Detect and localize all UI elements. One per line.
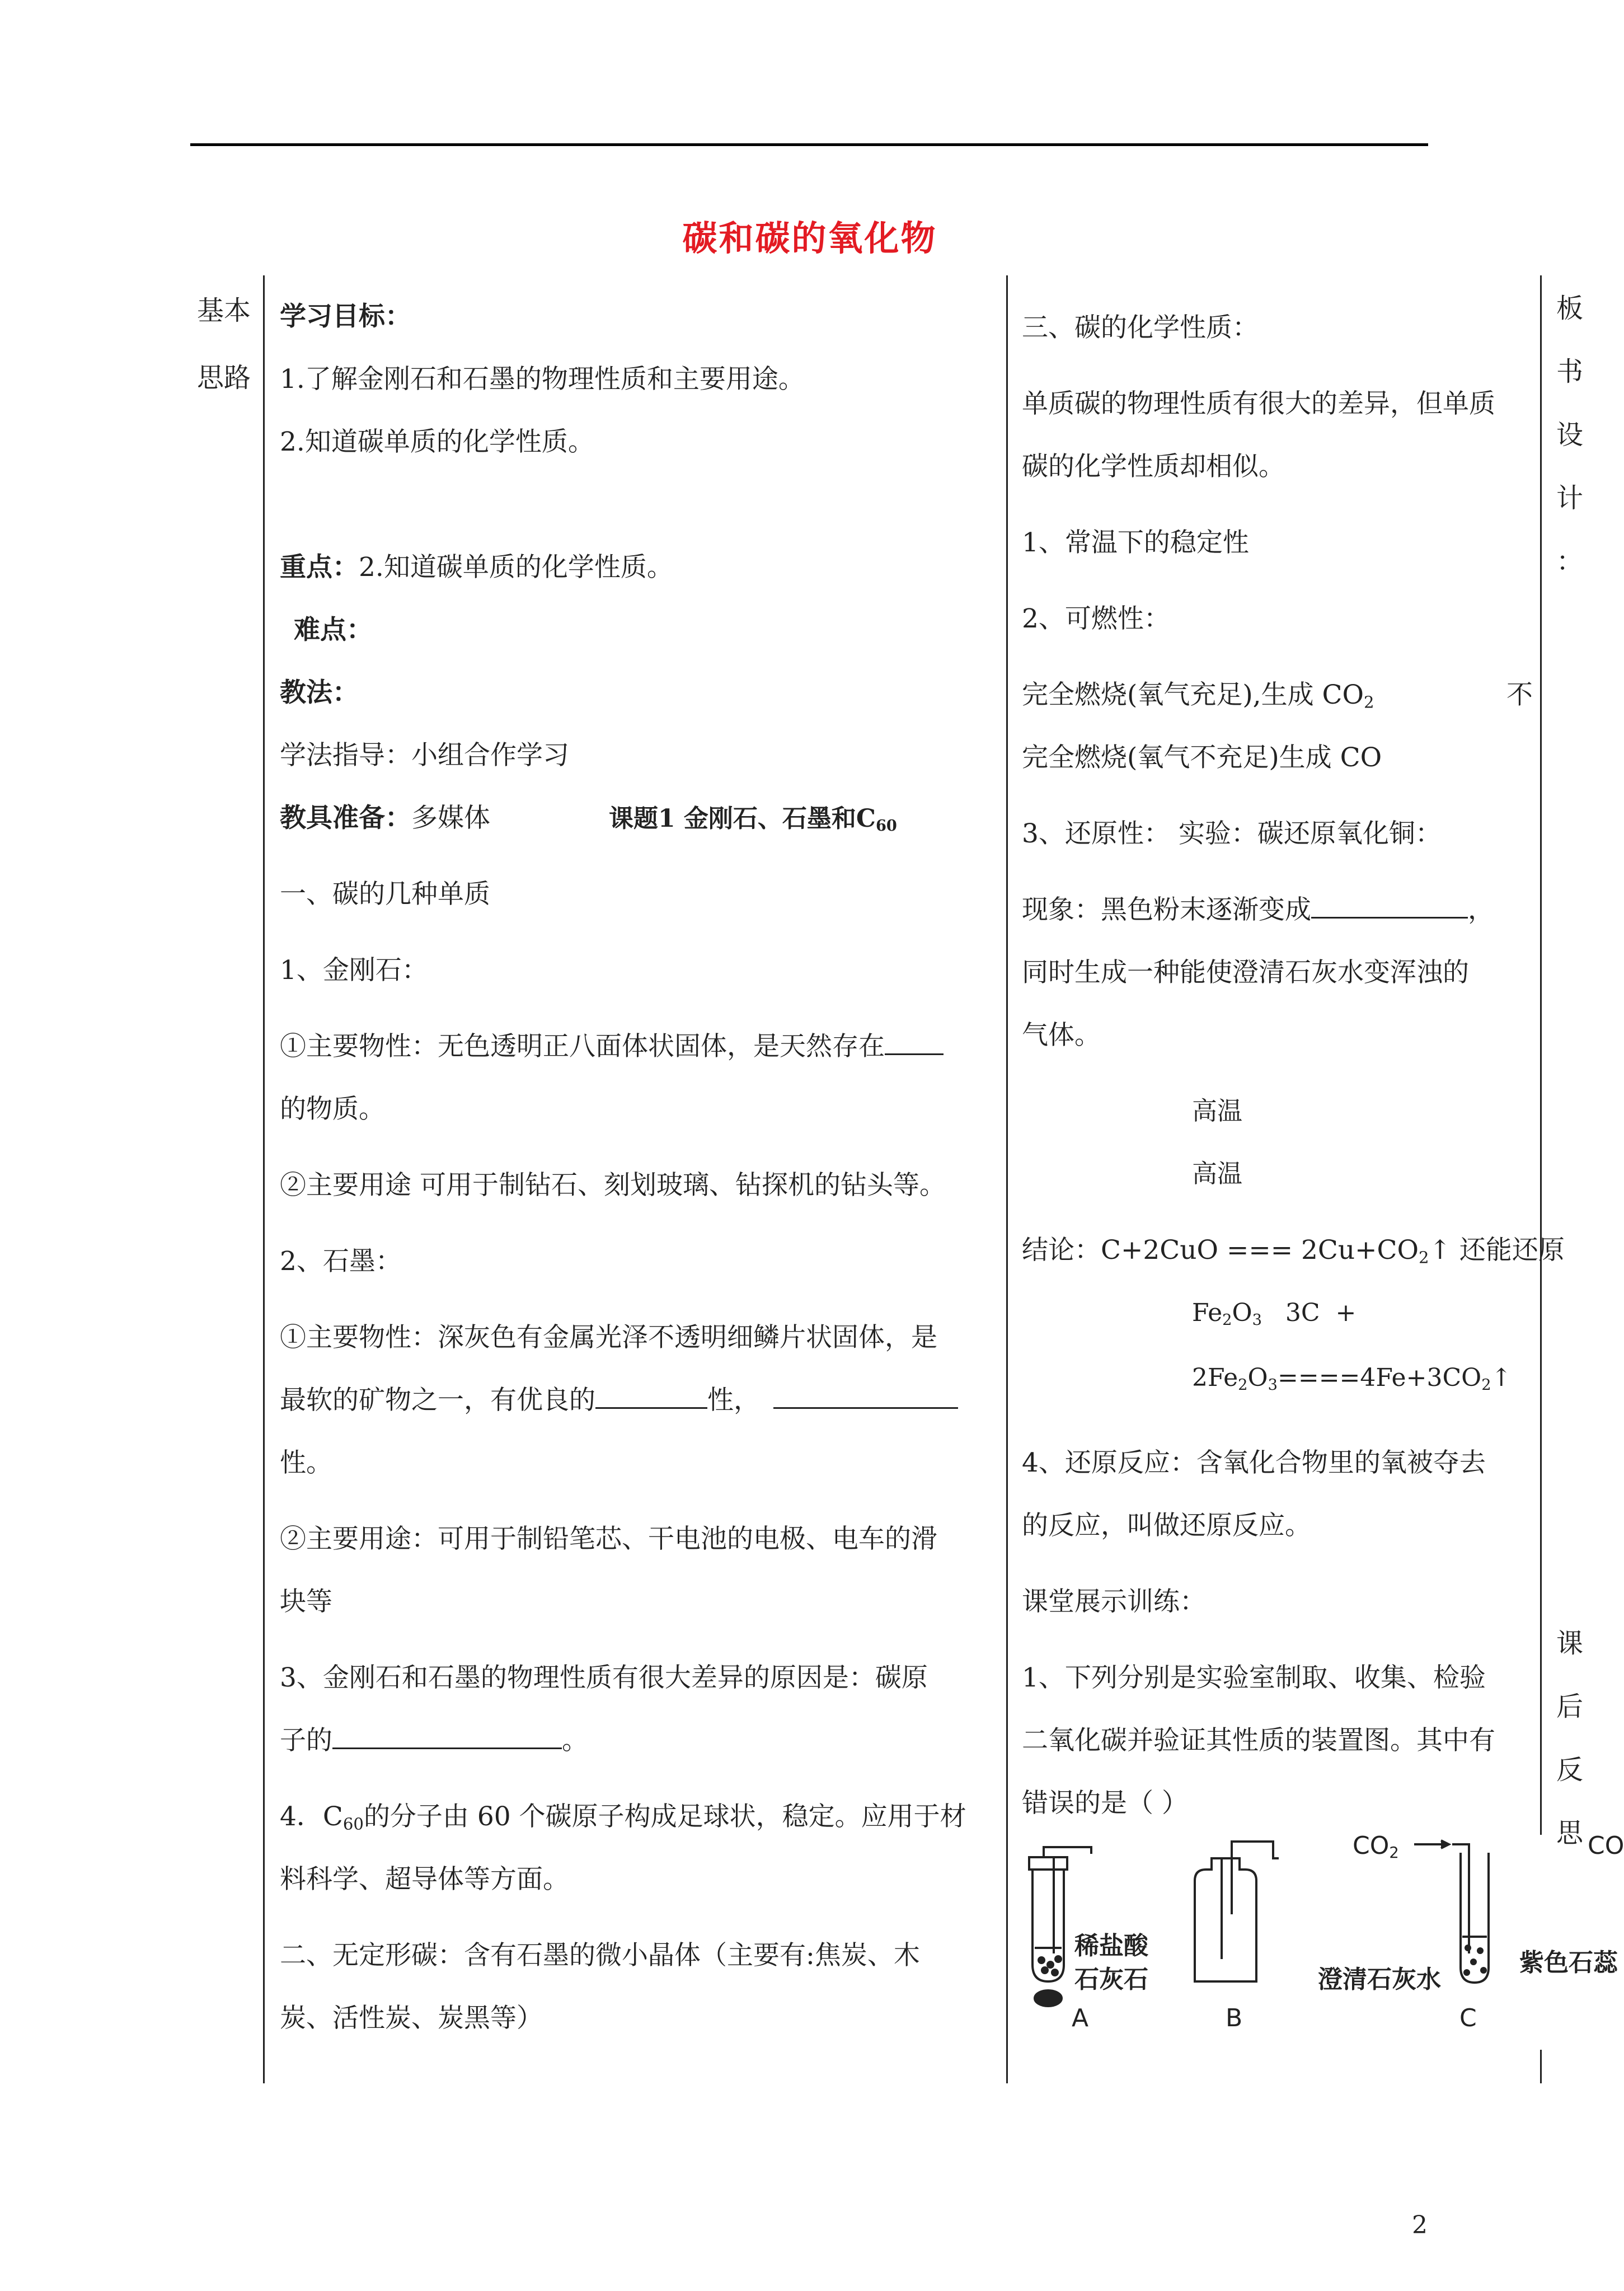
reflect-label-char: 思 bbox=[1556, 1817, 1583, 1849]
graphite-use-cont: 块等 bbox=[280, 1586, 332, 1617]
co2-sub: 2 bbox=[1389, 1844, 1399, 1862]
c60-text: 4．C bbox=[280, 1801, 343, 1832]
formula-sub: 2 bbox=[1481, 1376, 1491, 1394]
label-limewater: 澄清石灰水 bbox=[1318, 1965, 1441, 1994]
objective-2: 2.知道碳单质的化学性质。 bbox=[280, 427, 594, 457]
diamond-use: ②主要用途 可用于制钻石、刻划玻璃、钻探机的钻头等。 bbox=[280, 1170, 946, 1201]
left-label bbox=[190, 277, 257, 411]
label-co2-partial: CO bbox=[1588, 1831, 1624, 1860]
condition-high-temp: 高温 bbox=[1192, 1159, 1243, 1188]
complete-combustion bbox=[1022, 674, 1374, 711]
section-1-heading: 一、碳的几种单质 bbox=[280, 879, 490, 910]
reason-text: 子的 bbox=[280, 1725, 332, 1756]
combustion-text: 完全燃烧(氧气充足),生成 CO bbox=[1022, 680, 1364, 710]
conclusion-equation bbox=[1022, 1229, 1565, 1267]
graphite-property: ①主要物性：深灰色有金属光泽不透明细鳞片状固体，是 bbox=[280, 1322, 937, 1353]
formula-text: O bbox=[1247, 1364, 1268, 1392]
reducing-property: 3、还原性： 实验：碳还原氧化铜： bbox=[1022, 818, 1442, 849]
reason-text: 。 bbox=[562, 1725, 588, 1756]
key-label: 重点： bbox=[280, 552, 359, 583]
apparatus-figure bbox=[1010, 1831, 1624, 2049]
iron-oxide-line bbox=[1192, 1299, 1356, 1329]
answer-blank[interactable] bbox=[595, 1384, 707, 1409]
diamond-property-cont: 的物质。 bbox=[280, 1094, 385, 1125]
question-1-cont: 二氧化碳并验证其性质的装置图。其中有 bbox=[1022, 1725, 1495, 1756]
label-litmus-partial: 紫色石蕊 bbox=[1519, 1948, 1618, 1977]
reflect-label-char: 后 bbox=[1556, 1691, 1583, 1722]
reflect-label-char: 反 bbox=[1556, 1754, 1583, 1786]
section-3-heading: 三、碳的化学性质： bbox=[1022, 312, 1259, 343]
diamond-property-text: ①主要物性：无色透明正八面体状固体，是天然存在 bbox=[280, 1031, 885, 1062]
key-point bbox=[280, 546, 673, 584]
phenomenon-text: 现象：黑色粉末逐渐变成 bbox=[1022, 894, 1311, 925]
left-label-line: 思路 bbox=[196, 362, 251, 393]
formula-text: 3C + bbox=[1261, 1299, 1357, 1327]
phenomenon-text: ， bbox=[1468, 894, 1494, 925]
difference-reason-cont bbox=[280, 1720, 588, 1757]
question-1: 1、下列分别是实验室制取、收集、检验 bbox=[1022, 1662, 1486, 1693]
label-c: C bbox=[1459, 2004, 1477, 2032]
label-a: A bbox=[1072, 2004, 1089, 2032]
incomplete-combustion: 完全燃烧(氧气不充足)生成 CO bbox=[1022, 742, 1382, 773]
left-label-line: 基本 bbox=[196, 295, 251, 326]
formula-sub: 2 bbox=[1238, 1376, 1248, 1394]
page-title: 碳和碳的氧化物 bbox=[682, 218, 937, 259]
apparatus-b-drawing bbox=[1195, 1842, 1279, 1981]
question-1-end: 错误的是（ ） bbox=[1022, 1788, 1188, 1819]
label-limestone: 石灰石 bbox=[1074, 1965, 1148, 1994]
graphite-use: ②主要用途：可用于制铅笔芯、干电池的电极、电车的滑 bbox=[280, 1524, 937, 1554]
column-divider-2 bbox=[1006, 275, 1008, 2083]
c60-text: 的分子由 60 个碳原子构成足球状，稳定。应用于材 bbox=[363, 1801, 966, 1832]
formula-text: Fe bbox=[1192, 1299, 1223, 1327]
board-label-char: 书 bbox=[1556, 356, 1583, 387]
difficult-label: 难点： bbox=[294, 615, 373, 645]
prep-text: 多媒体 bbox=[411, 803, 490, 833]
objectives-heading: 学习目标： bbox=[280, 301, 411, 332]
answer-blank[interactable] bbox=[885, 1030, 944, 1055]
page-number: 2 bbox=[1412, 2211, 1428, 2240]
formula-sub: 3 bbox=[1268, 1376, 1278, 1394]
label-dilute-hcl: 稀盐酸 bbox=[1074, 1932, 1148, 1960]
reduction-reaction-cont: 的反应，叫做还原反应。 bbox=[1022, 1510, 1311, 1541]
graphite-property-end: 性。 bbox=[280, 1447, 332, 1478]
stability: 1、常温下的稳定性 bbox=[1022, 527, 1249, 558]
iron-oxide-equation bbox=[1192, 1364, 1512, 1394]
reflection-label bbox=[1545, 1612, 1595, 1849]
board-label-char: 板 bbox=[1556, 293, 1583, 324]
board-design-label bbox=[1545, 277, 1595, 593]
amorphous-carbon-cont: 炭、活性炭、炭黑等） bbox=[280, 2003, 543, 2034]
equation-text: 结论：C+2CuO === 2Cu+CO bbox=[1022, 1235, 1419, 1266]
column-divider-3 bbox=[1540, 275, 1542, 1835]
condition-high-temp: 高温 bbox=[1192, 1096, 1243, 1126]
equation-text: ↑ 还能还原 bbox=[1429, 1235, 1565, 1266]
phenomenon bbox=[1022, 889, 1494, 926]
diamond-heading: 1、金刚石： bbox=[280, 955, 428, 986]
answer-blank[interactable] bbox=[332, 1724, 562, 1749]
graphite-heading: 2、石墨： bbox=[280, 1246, 402, 1277]
header-rule bbox=[190, 143, 1428, 146]
combustion-sub: 2 bbox=[1364, 692, 1374, 712]
formula-sub: 3 bbox=[1252, 1311, 1262, 1329]
graphite-property-cont bbox=[280, 1379, 958, 1417]
combustion-tail: 不 bbox=[1506, 680, 1533, 710]
c60-description bbox=[280, 1796, 966, 1833]
column-divider-1 bbox=[263, 275, 265, 2083]
lesson-title bbox=[609, 798, 897, 835]
difference-reason: 3、金刚石和石墨的物理性质有很大差异的原因是：碳原 bbox=[280, 1662, 928, 1693]
graphite-property-text: 性， bbox=[707, 1385, 760, 1416]
objective-1: 1.了解金刚石和石墨的物理性质和主要用途。 bbox=[280, 364, 805, 395]
study-guide: 学法指导：小组合作学习 bbox=[280, 740, 569, 771]
combustibility: 2、可燃性： bbox=[1022, 603, 1170, 634]
phenomenon-cont: 同时生成一种能使澄清石灰水变浑浊的 bbox=[1022, 957, 1469, 988]
board-label-char: 设 bbox=[1556, 419, 1583, 451]
diamond-property bbox=[280, 1025, 944, 1063]
chem-intro-cont: 碳的化学性质却相似。 bbox=[1022, 451, 1285, 482]
c60-description-cont: 料科学、超导体等方面。 bbox=[280, 1864, 569, 1895]
prep-label: 教具准备： bbox=[280, 803, 411, 833]
reduction-reaction: 4、还原反应：含氧化合物里的氧被夺去 bbox=[1022, 1447, 1486, 1478]
reflect-label-char: 课 bbox=[1556, 1628, 1583, 1659]
answer-blank[interactable] bbox=[773, 1384, 958, 1409]
lesson-title-sub: 60 bbox=[875, 816, 897, 835]
phenomenon-end: 气体。 bbox=[1022, 1020, 1101, 1051]
label-b: B bbox=[1226, 2004, 1243, 2032]
formula-text: O bbox=[1232, 1299, 1252, 1327]
prep-line bbox=[280, 797, 490, 835]
formula-text: 2Fe bbox=[1192, 1364, 1238, 1392]
answer-blank[interactable] bbox=[1311, 893, 1468, 919]
key-text: 2.知道碳单质的化学性质。 bbox=[359, 552, 673, 583]
co2-text: CO bbox=[1353, 1831, 1390, 1860]
board-label-char: ： bbox=[1556, 546, 1583, 577]
formula-text: ====4Fe+3CO bbox=[1277, 1364, 1482, 1392]
formula-sub: 2 bbox=[1222, 1311, 1232, 1329]
graphite-property-text: 最软的矿物之一，有优良的 bbox=[280, 1385, 595, 1416]
board-label-char: 计 bbox=[1556, 482, 1583, 514]
method-label: 教法： bbox=[280, 677, 359, 708]
lesson-title-text: 课题1 金刚石、石墨和C bbox=[609, 804, 876, 833]
c60-sub: 60 bbox=[342, 1814, 364, 1834]
chem-intro: 单质碳的物理性质有很大的差异，但单质 bbox=[1022, 388, 1495, 419]
label-co2-inlet bbox=[1353, 1831, 1399, 1862]
column-divider-3-bottom bbox=[1540, 2050, 1542, 2083]
amorphous-carbon: 二、无定形碳：含有石墨的微小晶体（主要有:焦炭、木 bbox=[280, 1940, 920, 1971]
practice-heading: 课堂展示训练： bbox=[1022, 1586, 1206, 1617]
formula-text: ↑ bbox=[1491, 1364, 1512, 1392]
equation-sub: 2 bbox=[1419, 1248, 1429, 1267]
